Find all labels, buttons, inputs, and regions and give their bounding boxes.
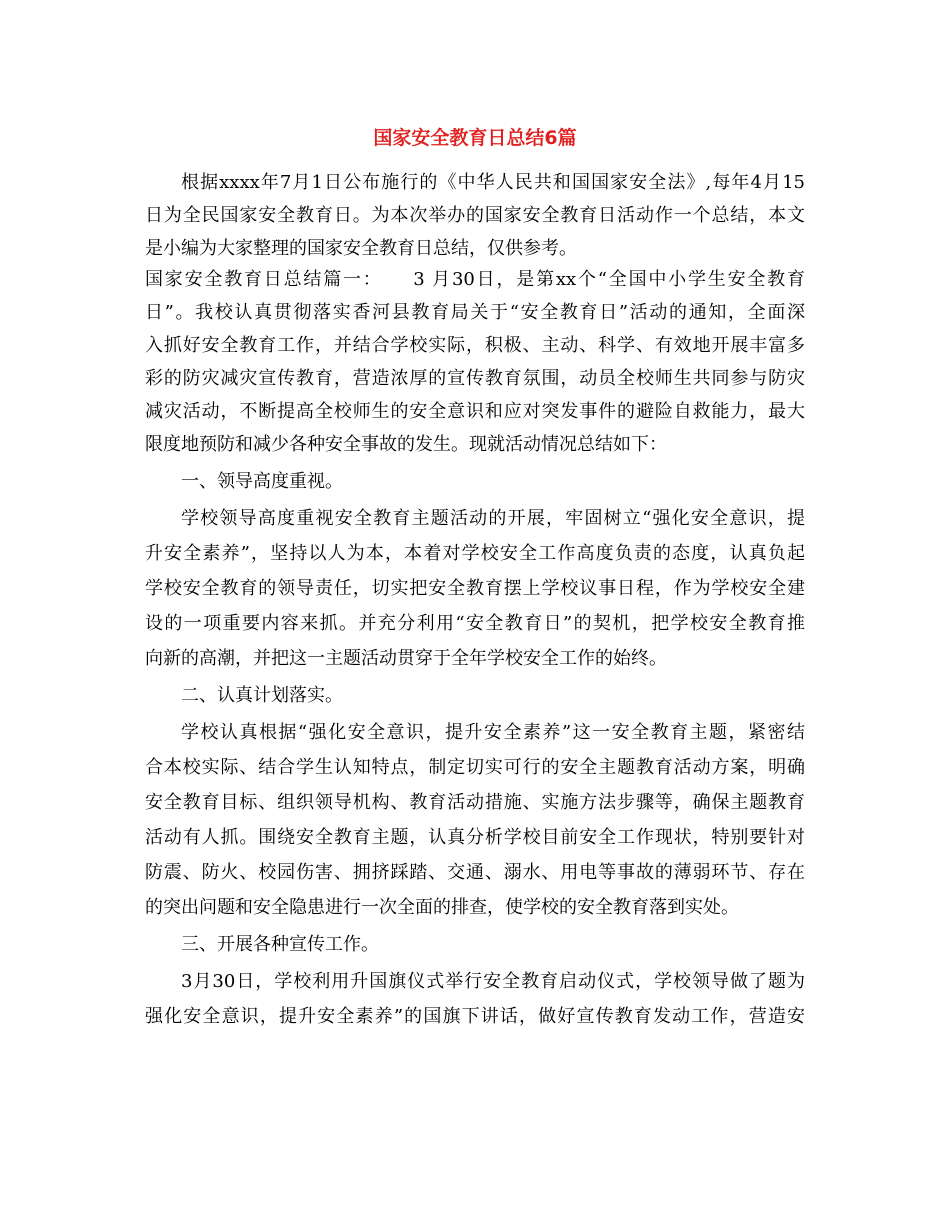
paragraph-line: 强化安全意识，提升安全素养”的国旗下讲话，做好宣传教育发动工作，营造安 [145,1006,805,1027]
paragraph-line: 一、领导高度重视。 [181,471,343,492]
paragraph-line: 二、认真计划落实。 [181,685,343,706]
paragraph-line: 学校安全教育的领导责任，切实把安全教育摆上学校议事日程，作为学校安全建 [145,578,805,599]
paragraph-line: 活动有人抓。围绕安全教育主题，认真分析学校目前安全工作现状，特别要针对 [145,827,805,848]
paragraph-line: 日为全民国家安全教育日。为本次举办的国家安全教育日活动作一个总结，本文 [145,205,805,226]
paragraph-line: 入抓好安全教育工作，并结合学校实际，积极、主动、科学、有效地开展丰富多 [145,335,805,356]
paragraph-line: 合本校实际、结合学生认知特点，制定切实可行的安全主题教育活动方案，明确 [145,757,805,778]
paragraph-line: 减灾活动，不断提高全校师生的安全意识和应对突发事件的避险自救能力，最大 [145,401,805,422]
paragraph-line: 设的一项重要内容来抓。并充分利用“安全教育日”的契机，把学校安全教育推 [145,613,805,634]
paragraph-line: 国家安全教育日总结篇一： 3 月30日，是第xx个“全国中小学生安全教育 [145,269,805,290]
paragraph-line: 彩的防灾减灾宣传教育，营造浓厚的宣传教育氛围，动员全校师生共同参与防灾 [145,368,805,389]
paragraph-line: 防震、防火、校园伤害、拥挤踩踏、交通、溺水、用电等事故的薄弱环节、存在 [145,862,805,883]
paragraph-line: 安全教育目标、组织领导机构、教育活动措施、实施方法步骤等，确保主题教育 [145,792,805,813]
paragraph-line: 向新的高潮，并把这一主题活动贯穿于全年学校安全工作的始终。 [145,648,667,669]
paragraph-line: 3月30日，学校利用升国旗仪式举行安全教育启动仪式，学校领导做了题为 [181,971,805,992]
paragraph-line: 是小编为大家整理的国家安全教育日总结，仅供参考。 [145,238,577,259]
paragraph-line: 的突出问题和安全隐患进行一次全面的排查，使学校的安全教育落到实处。 [145,897,739,918]
paragraph-line: 根据xxxx年7月1日公布施行的《中华人民共和国国家安全法》,每年4月15 [181,172,805,193]
paragraph-line: 限度地预防和减少各种安全事故的发生。现就活动情况总结如下： [145,434,667,455]
paragraph-line: 学校领导高度重视安全教育主题活动的开展，牢固树立“强化安全意识，提 [181,508,805,529]
document-body [145,168,805,1031]
paragraph-line: 升安全素养”，坚持以人为本，本着对学校安全工作高度负责的态度，认真负起 [145,543,805,564]
paragraph-line: 日”。我校认真贯彻落实香河县教育局关于“安全教育日”活动的通知，全面深 [145,302,805,323]
paragraph-line: 学校认真根据“强化安全意识，提升安全素养”这一安全教育主题，紧密结 [181,722,805,743]
document-title: 国家安全教育日总结6篇 [373,127,577,149]
paragraph-line: 三、开展各种宣传工作。 [181,934,379,955]
